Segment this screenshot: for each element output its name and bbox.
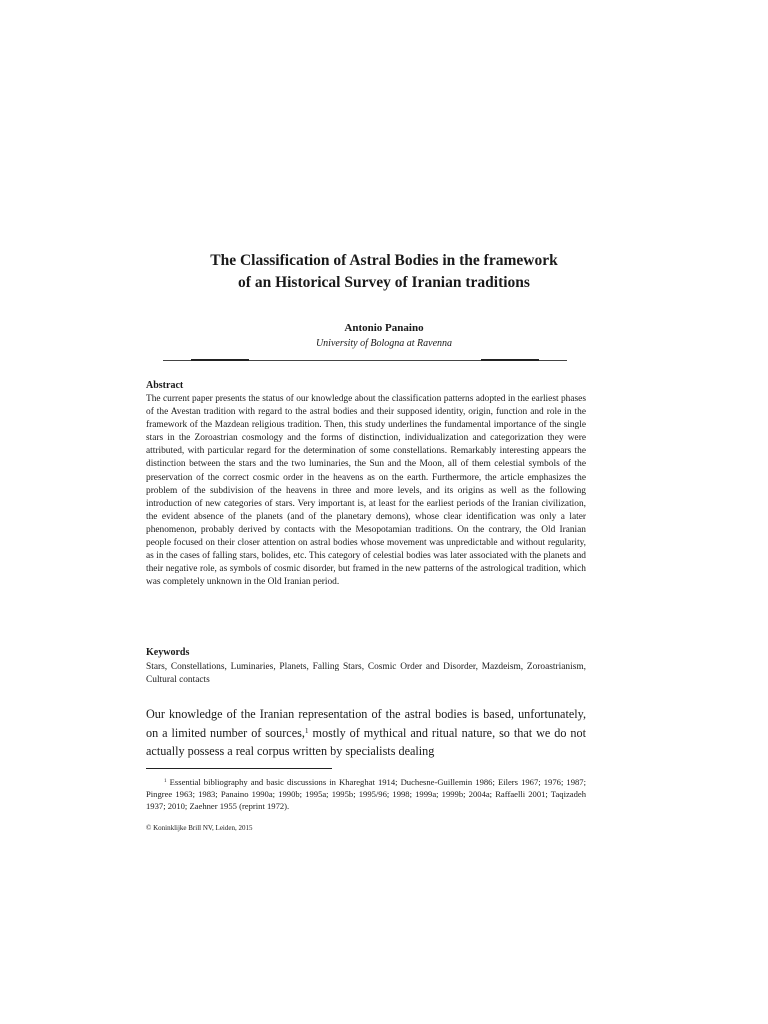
author-affiliation: University of Bologna at Ravenna <box>315 338 453 349</box>
footnote-marker: 1 <box>164 778 167 785</box>
body-paragraph <box>146 705 586 761</box>
author-name: Antonio Panaino <box>344 322 424 334</box>
header-divider <box>163 360 567 361</box>
footnote <box>146 776 586 813</box>
body-text-start: Our knowledge of the Iranian representation of the astral bodies is based, unfortunately, on a limited number of sources, <box>146 707 586 740</box>
divider-accent-right <box>481 359 539 361</box>
paper-title <box>120 250 648 294</box>
keywords-heading: Keywords <box>146 647 190 658</box>
title-line-1: The Classification of Astral Bodies in the framework <box>210 252 558 269</box>
title-line-2: of an Historical Survey of Iranian traditions <box>238 274 530 291</box>
keywords-text: Stars, Constellations, Luminaries, Planets, Falling Stars, Cosmic Order and Disorder, Mazdeism, Zoroastrianism, Cultural contacts <box>146 662 586 686</box>
copyright-notice: © Koninklijke Brill NV, Leiden, 2015 <box>146 824 253 832</box>
footnote-text: Essential bibliography and basic discussions in Khareghat 1914; Duchesne-Guillemin 1986; Eilers 1967; 1976; 1987; Pingree 1963; 1983; Panaino 1990a; 1990b; 1995a; 1995b; 1995/96; 1998; 1999a; 1999b; 2004a; Raffaelli 2001; Taqizadeh 1937; 2010; Zaehner 1955 (reprint 1972). <box>146 777 586 812</box>
abstract-text: The current paper presents the status of our knowledge about the classification patterns adopted in the earliest phases of the Avestan tradition with regard to the astral bodies and their supposed identity, origin, function and role in the framework of the Mazdean religious tradition. Then, this study underlines the fundamental importance of the single stars in the Zoroastrian cosmology and the forms of distinction, individualization and categorization they were attributed, with particular regard for the determination of some constellations. Remarkably interesting appears the distinction between the stars and the two luminaries, the Sun and the Moon, all of them celestial symbols of the preservation of the correct cosmic order in the heavens as on the earth. Furthermore, the article emphasizes the problem of the subdivision of the heavens in three and more levels, and its origins as well as the following introduction of new categories of stars. Very important is, at least for the earliest periods of the Iranian civilization, the evident absence of the planets (and of the planetary demons), whose clear identification was only a later phenomenon, probably derived by contacts with the Mesopotamian traditions. On the contrary, the Old Iranian people focused on their closer attention on astral bodies whose movement was unpredictable and without regularity, as in the cases of falling stars, bolides, etc. This category of celestial bodies was later associated with the planets and their negative role, as symbols of cosmic disorder, but framed in the new patterns of the astrological tradition, which was completely unknown in the Old Iranian period. <box>146 394 586 588</box>
footnote-divider <box>146 768 332 769</box>
abstract-heading: Abstract <box>146 380 184 391</box>
footnote-reference[interactable]: 1 <box>304 725 309 735</box>
divider-accent-left <box>191 359 249 361</box>
body-text-end: mostly of mythical and ritual nature, so that we do not actually possess a real corpus written by specialists dealing <box>146 725 586 758</box>
